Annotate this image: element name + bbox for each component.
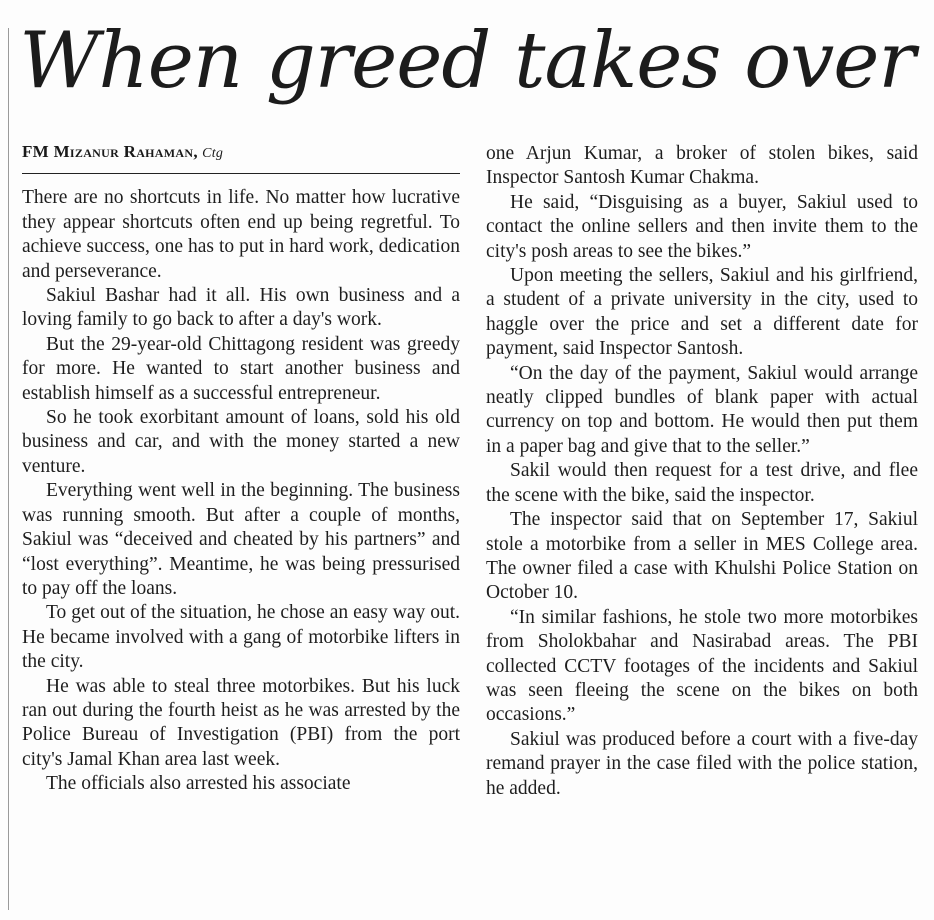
paragraph: “On the day of the payment, Sakiul would arrange neatly clipped bundles of blank paper with actual currency on top and bottom. He would then put them in a paper bag and give that to the seller.” bbox=[486, 362, 918, 457]
column-rule bbox=[8, 28, 9, 910]
paragraph: So he took exorbitant amount of loans, sold his old business and car, and with the money started a new venture. bbox=[22, 407, 460, 477]
paragraph: Sakiul was produced before a court with a five-day remand prayer in the case filed with the police station, he added. bbox=[486, 728, 918, 799]
headline: When greed takes over bbox=[19, 16, 915, 106]
paragraph: He was able to steal three motorbikes. But his luck ran out during the fourth heist as he was arrested by the Police Bureau of Investigation (PBI) from the port city's Jamal Khan area last week. bbox=[22, 675, 460, 770]
paragraph: The inspector said that on September 17, Sakiul stole a motorbike from a seller in MES College area. The owner filed a case with Khulshi Police Station on October 10. bbox=[486, 509, 918, 604]
article-column-left bbox=[22, 140, 460, 797]
byline-author: FM Mizanur Rahaman, bbox=[22, 142, 198, 161]
paragraph: Sakiul Bashar had it all. His own business and a loving family to go back to after a day's work. bbox=[22, 285, 460, 331]
paragraph: The officials also arrested his associate bbox=[46, 773, 351, 795]
article-column-right bbox=[486, 142, 918, 801]
paragraph: Sakil would then request for a test drive, and flee the scene with the bike, said the inspector. bbox=[486, 460, 918, 506]
paragraph: To get out of the situation, he chose an easy way out. He became involved with a gang of motorbike lifters in the city. bbox=[22, 602, 460, 673]
paragraph: “In similar fashions, he stole two more motorbikes from Sholokbahar and Nasirabad areas. The PBI collected CCTV footages of the incidents and Sakiul was seen fleeing the scene on the bikes on both occasions.” bbox=[486, 606, 918, 726]
paragraph: But the 29-year-old Chittagong resident was greedy for more. He wanted to start another business and establish himself as a successful entrepreneur. bbox=[22, 333, 460, 404]
paragraph: Everything went well in the beginning. The business was running smooth. But after a couple of months, Sakiul was “deceived and cheated by his partners” and “lost everything”. Meantime, he was being pressurised to pay off the loans. bbox=[22, 480, 460, 599]
paragraph: He said, “Disguising as a buyer, Sakiul used to contact the online sellers and then invite them to the city's posh areas to see the bikes.” bbox=[486, 191, 918, 262]
byline-location: Ctg bbox=[202, 146, 224, 161]
byline bbox=[22, 140, 460, 174]
paragraph: There are no shortcuts in life. No matter how lucrative they appear shortcuts often end up being regretful. To achieve success, one has to put in hard work, dedication and perseverance. bbox=[22, 187, 460, 282]
paragraph: Upon meeting the sellers, Sakiul and his girlfriend, a student of a private university in the city, used to haggle over the price and set a different date for payment, said Inspector Santosh. bbox=[486, 265, 918, 360]
paragraph: one Arjun Kumar, a broker of stolen bikes, said Inspector Santosh Kumar Chakma. bbox=[486, 143, 918, 189]
